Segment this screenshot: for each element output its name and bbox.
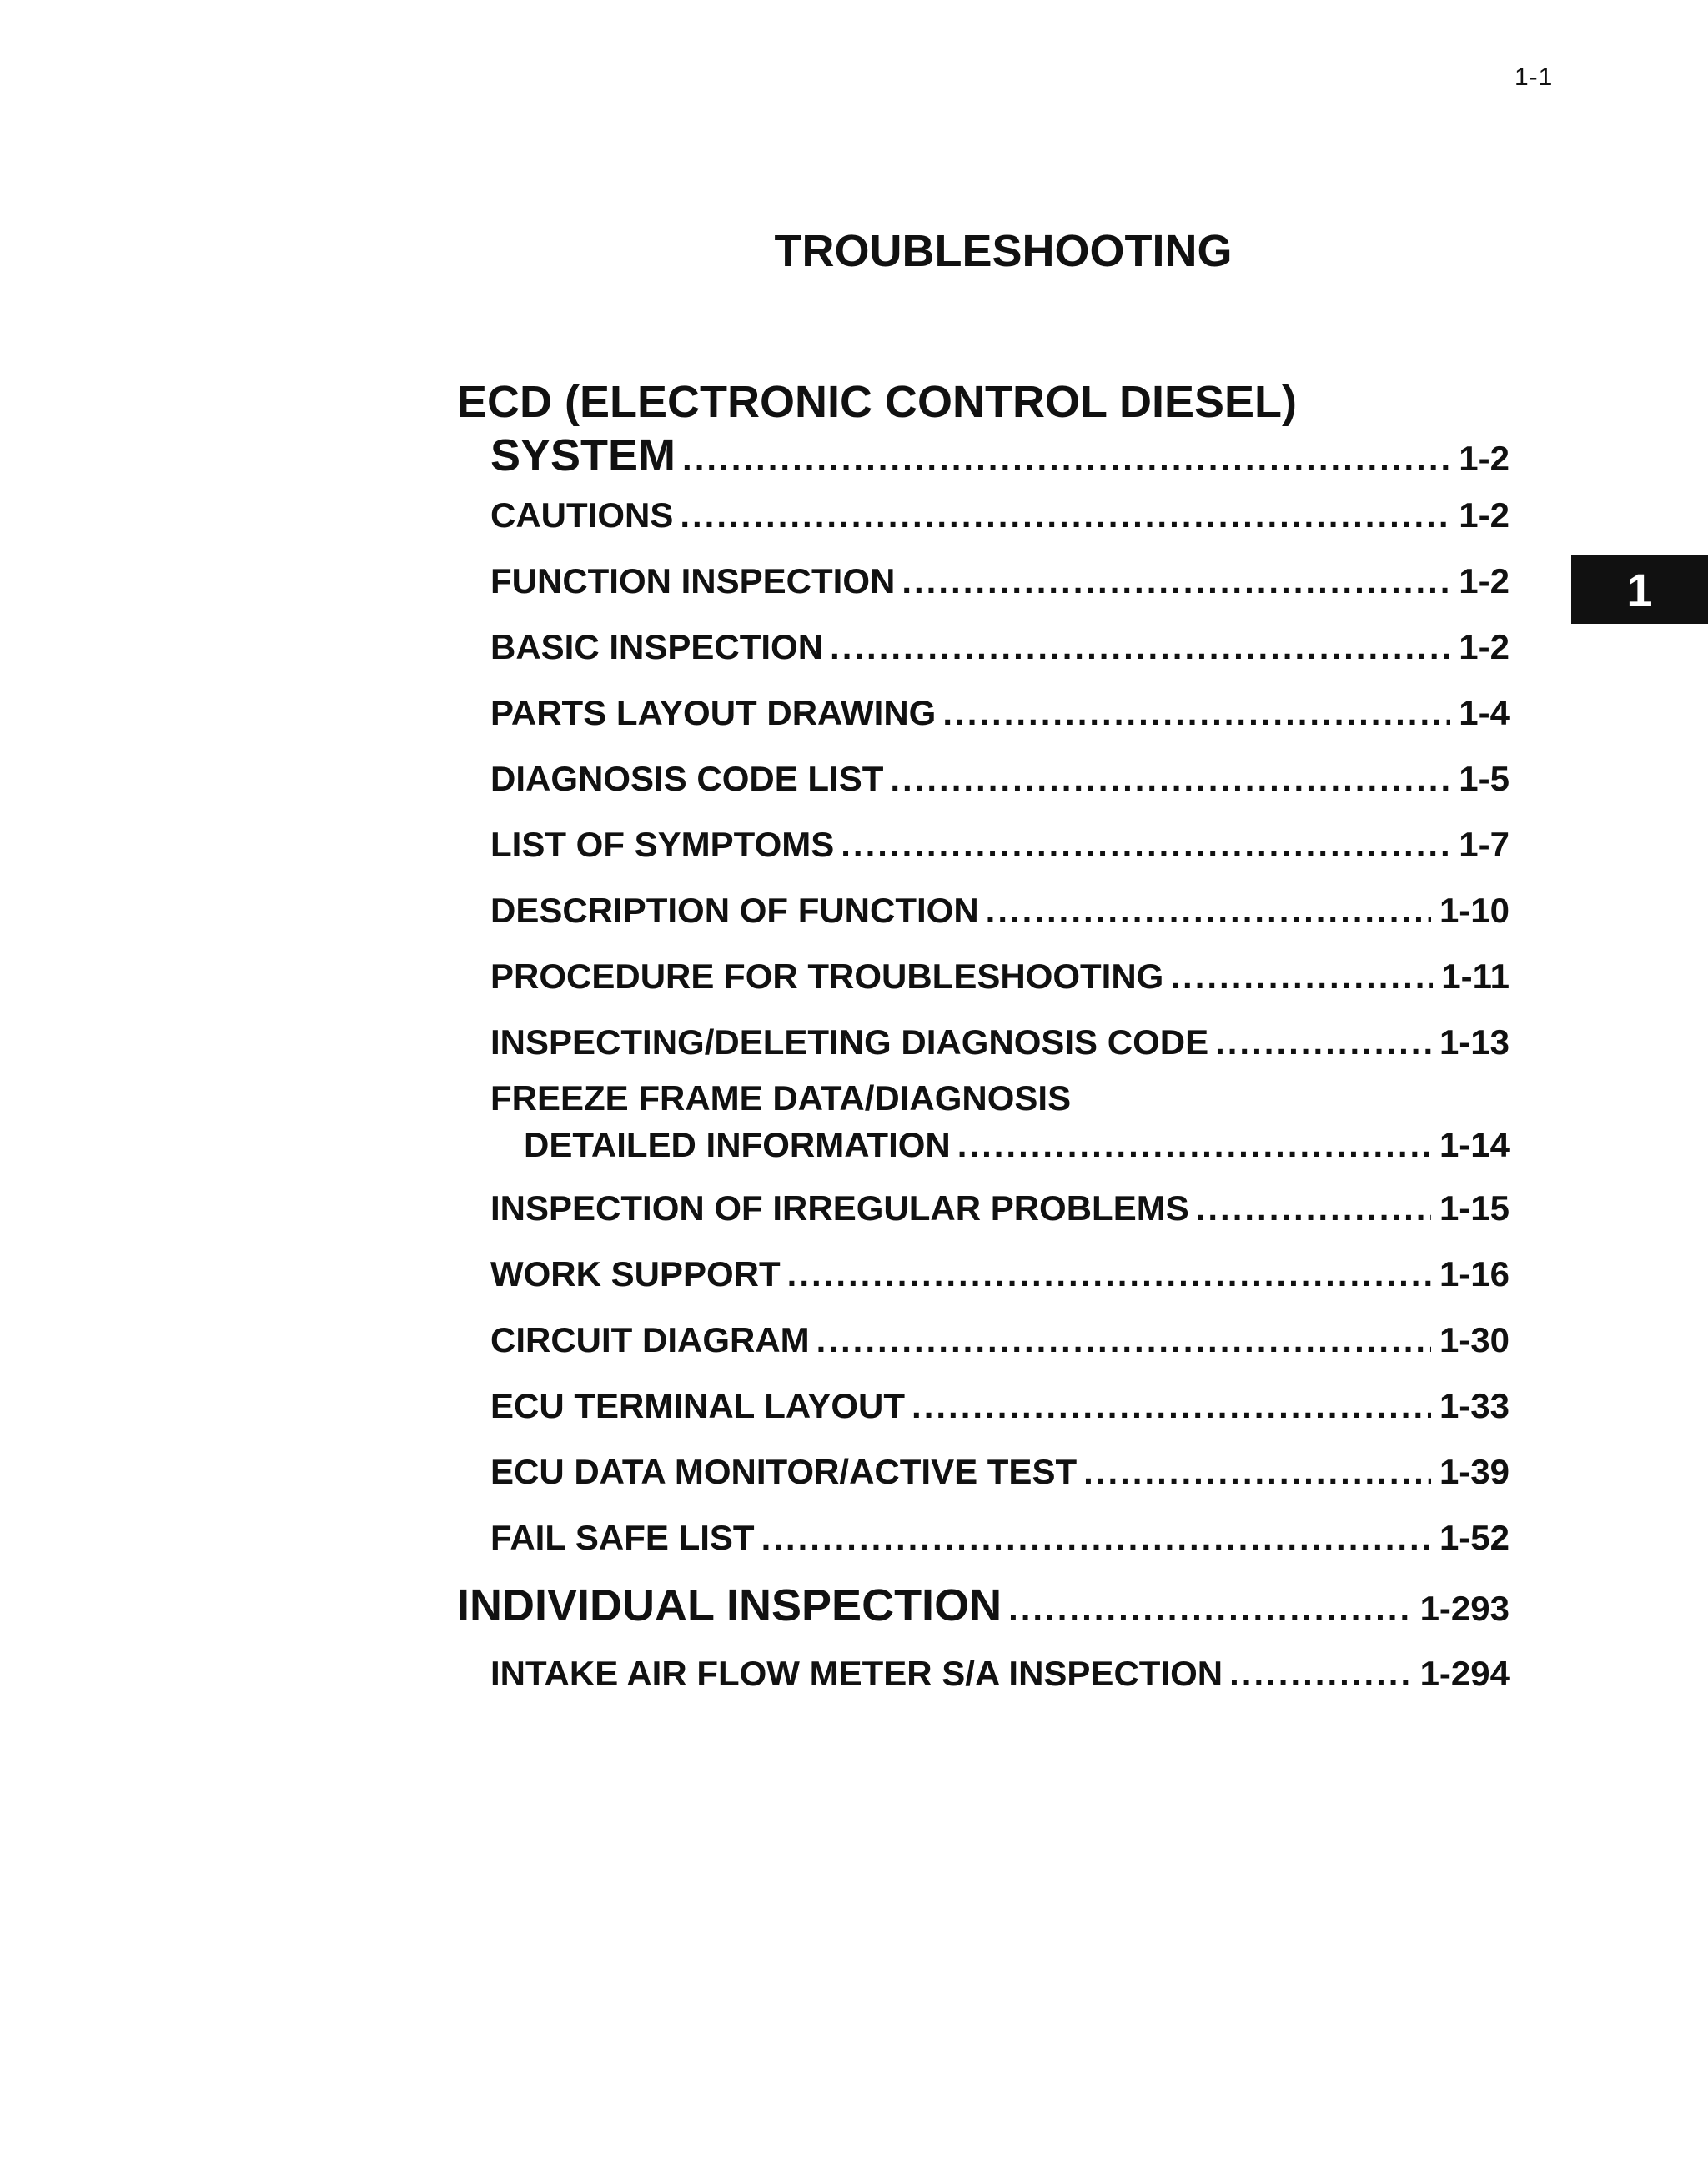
toc-entry[interactable] xyxy=(457,1307,1510,1373)
toc-leader-dots xyxy=(830,614,1450,680)
toc-leader-dots xyxy=(680,482,1450,548)
toc-entry[interactable] xyxy=(457,1009,1510,1075)
toc-entry-label: FUNCTION INSPECTION xyxy=(490,561,896,600)
toc-entry-label: CAUTIONS xyxy=(490,495,674,535)
toc-leader-dots xyxy=(841,811,1450,877)
toc-entry-label: CIRCUIT DIAGRAM xyxy=(490,1320,810,1359)
toc-entry-page: 1-52 xyxy=(1439,1518,1510,1557)
toc-leader-dots xyxy=(986,877,1431,943)
toc-leader-dots xyxy=(1215,1009,1431,1075)
toc-entry[interactable] xyxy=(457,746,1510,811)
toc-leader-dots xyxy=(761,1504,1431,1570)
toc-entry[interactable] xyxy=(457,1439,1510,1504)
toc-entry-page: 1-39 xyxy=(1439,1452,1510,1491)
chapter-tab[interactable]: 1 xyxy=(1571,555,1708,624)
toc-entry-page: 1-7 xyxy=(1459,825,1510,864)
toc-entry-label: LIST OF SYMPTOMS xyxy=(490,825,835,864)
toc-entry-page: 1-2 xyxy=(1459,439,1510,478)
toc-leader-dots xyxy=(787,1241,1431,1307)
toc-heading-individual-inspection[interactable] xyxy=(457,1570,1510,1640)
toc-leader-dots xyxy=(902,548,1450,614)
toc-entry-label: DESCRIPTION OF FUNCTION xyxy=(490,891,979,930)
toc-entry-freeze-frame-line1[interactable]: FREEZE FRAME DATA/DIAGNOSIS xyxy=(490,1078,1072,1118)
toc-entry-label: DIAGNOSIS CODE LIST xyxy=(490,759,884,798)
toc-entry-label: INTAKE AIR FLOW METER S/A INSPECTION xyxy=(490,1654,1223,1693)
page-number: 1-1 xyxy=(1515,63,1554,91)
page-title: TROUBLESHOOTING xyxy=(774,226,1233,276)
toc-entry-page: 1-293 xyxy=(1419,1589,1510,1628)
toc-entry-freeze-frame[interactable] xyxy=(457,1122,1510,1175)
toc-leader-dots xyxy=(1008,1574,1412,1640)
toc-entry-label: FAIL SAFE LIST xyxy=(490,1518,755,1557)
toc-entry-page: 1-10 xyxy=(1439,891,1510,930)
toc-entry-page: 1-5 xyxy=(1459,759,1510,798)
toc-entry-page: 1-15 xyxy=(1439,1188,1510,1228)
toc-entry[interactable] xyxy=(457,482,1510,548)
toc-entry[interactable] xyxy=(457,680,1510,746)
toc-items-group xyxy=(457,1175,1510,1570)
toc-leader-dots xyxy=(1170,943,1433,1009)
toc-entry-page: 1-2 xyxy=(1459,561,1510,600)
toc-entry-label: WORK SUPPORT xyxy=(490,1254,781,1293)
toc-entry[interactable] xyxy=(457,1175,1510,1241)
toc-entry-label: SYSTEM xyxy=(490,430,676,480)
toc-entry-page: 1-14 xyxy=(1439,1125,1510,1164)
toc-entry-page: 1-4 xyxy=(1459,693,1510,732)
toc-leader-dots xyxy=(912,1373,1431,1439)
toc-entry-label: PROCEDURE FOR TROUBLESHOOTING xyxy=(490,957,1164,996)
toc-items-group xyxy=(457,1640,1510,1706)
toc-entry-label: ECU DATA MONITOR/ACTIVE TEST xyxy=(490,1452,1078,1491)
toc-leader-dots xyxy=(1196,1175,1431,1241)
toc-entry-page: 1-13 xyxy=(1439,1022,1510,1062)
toc-entry[interactable] xyxy=(457,614,1510,680)
toc-entry[interactable] xyxy=(457,943,1510,1009)
toc-entry[interactable] xyxy=(457,1373,1510,1439)
table-of-contents xyxy=(457,375,1510,1706)
toc-entry[interactable] xyxy=(457,548,1510,614)
toc-entry-page: 1-16 xyxy=(1439,1254,1510,1293)
toc-leader-dots xyxy=(816,1307,1431,1373)
toc-entry[interactable] xyxy=(457,811,1510,877)
toc-entry-page: 1-294 xyxy=(1419,1654,1510,1693)
toc-entry-page: 1-30 xyxy=(1439,1320,1510,1359)
toc-entry[interactable] xyxy=(457,1241,1510,1307)
toc-entry[interactable] xyxy=(457,1640,1510,1706)
toc-entry-label: INSPECTION OF IRREGULAR PROBLEMS xyxy=(490,1188,1189,1228)
toc-entry-label: INSPECTING/DELETING DIAGNOSIS CODE xyxy=(490,1022,1209,1062)
toc-entry-page: 1-2 xyxy=(1459,495,1510,535)
toc-leader-dots xyxy=(942,680,1450,746)
toc-entry[interactable] xyxy=(457,877,1510,943)
toc-entry-ecd-system[interactable] xyxy=(457,429,1510,482)
toc-entry-label: BASIC INSPECTION xyxy=(490,627,824,666)
toc-leader-dots xyxy=(682,432,1450,482)
toc-leader-dots xyxy=(957,1122,1431,1168)
toc-entry-label: ECU TERMINAL LAYOUT xyxy=(490,1386,906,1425)
toc-entry-page: 1-2 xyxy=(1459,627,1510,666)
toc-heading-ecd: ECD (ELECTRONIC CONTROL DIESEL) xyxy=(457,377,1298,427)
toc-entry-page: 1-11 xyxy=(1441,957,1510,996)
toc-items-group xyxy=(457,482,1510,1075)
toc-entry-page: 1-33 xyxy=(1439,1386,1510,1425)
toc-entry-label: PARTS LAYOUT DRAWING xyxy=(490,693,937,732)
toc-leader-dots xyxy=(1083,1439,1431,1504)
toc-leader-dots xyxy=(890,746,1450,811)
toc-entry-label: DETAILED INFORMATION xyxy=(524,1125,951,1164)
toc-entry[interactable] xyxy=(457,1504,1510,1570)
toc-leader-dots xyxy=(1229,1640,1411,1706)
toc-entry-label: INDIVIDUAL INSPECTION xyxy=(457,1580,1002,1630)
